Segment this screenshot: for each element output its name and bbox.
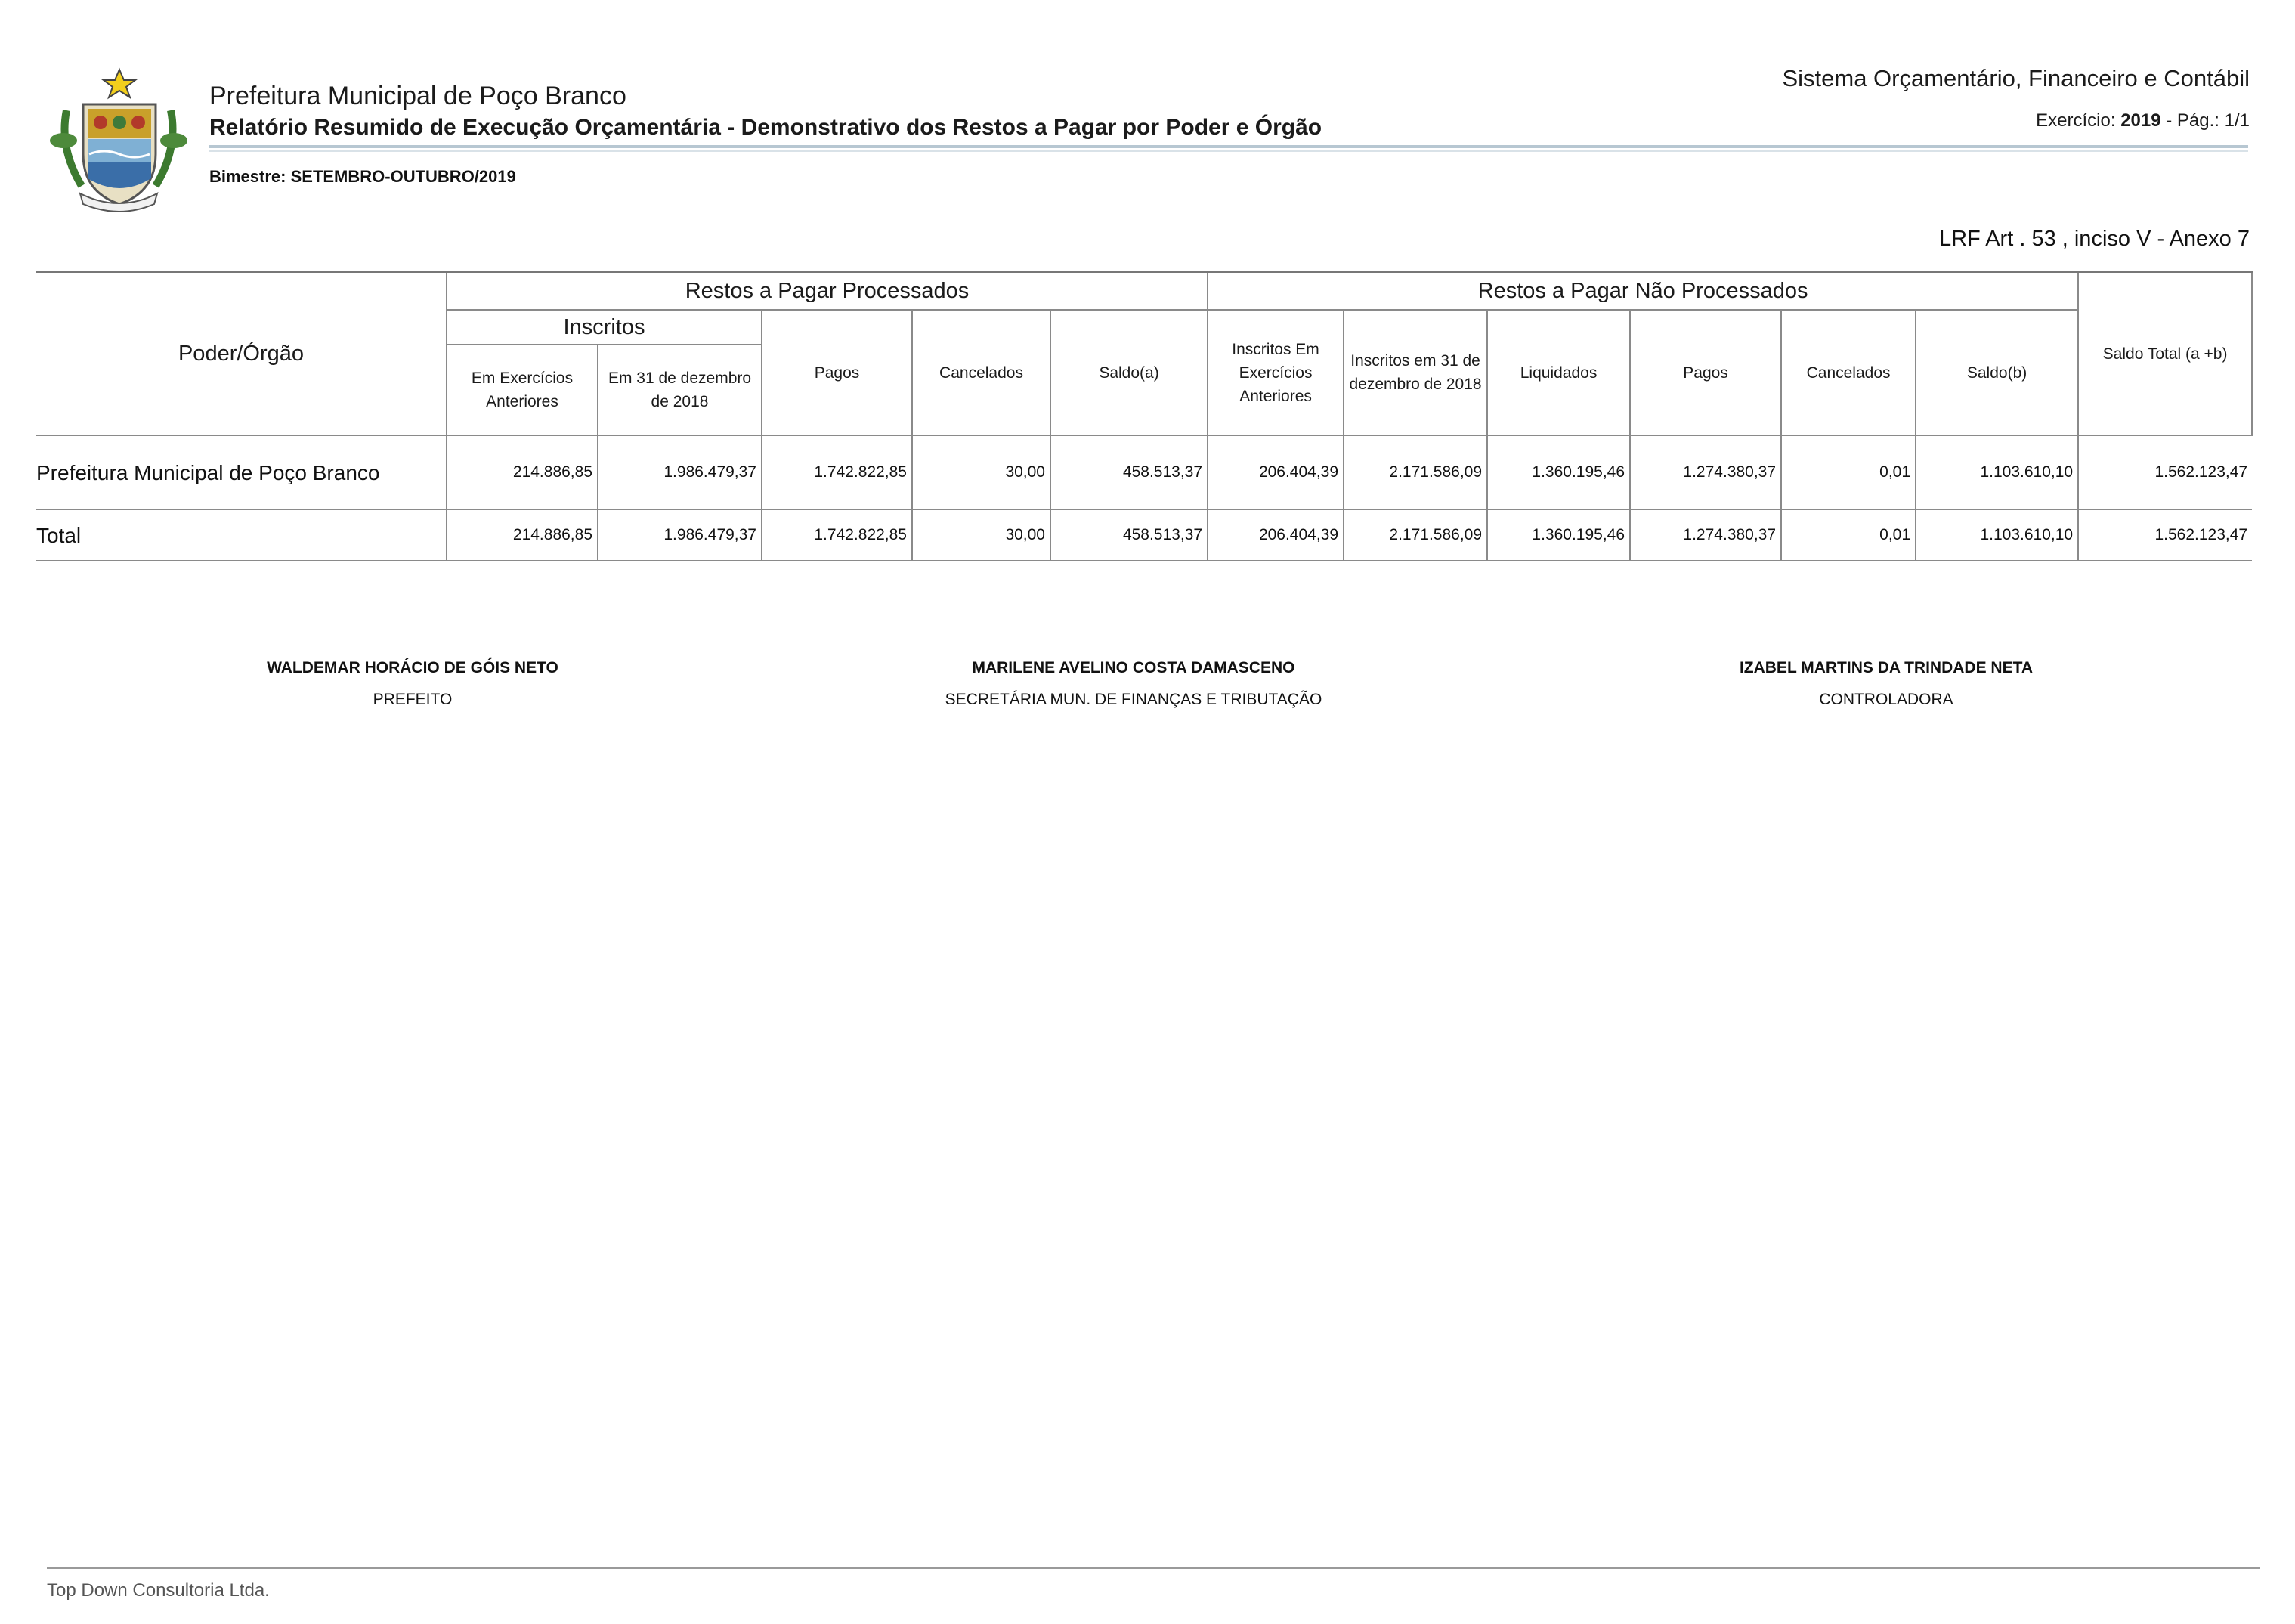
total-value: 1.274.380,37 — [1630, 509, 1781, 561]
table-row — [36, 435, 2252, 509]
total-value: 30,00 — [912, 509, 1050, 561]
system-name: Sistema Orçamentário, Financeiro e Contábil — [1782, 65, 2250, 91]
row-name: Prefeitura Municipal de Poço Branco — [36, 435, 447, 509]
cell-value: 1.562.123,47 — [2078, 435, 2252, 509]
page-indicator: - Pág.: 1/1 — [2166, 110, 2250, 131]
municipality-name: Prefeitura Municipal de Poço Branco — [209, 82, 626, 110]
total-value: 2.171.586,09 — [1344, 509, 1487, 561]
total-value: 1.562.123,47 — [2078, 509, 2252, 561]
exercise-label: Exercício: — [2036, 110, 2116, 131]
cell-value: 1.274.380,37 — [1630, 435, 1781, 509]
header-saldo-a: Saldo(a) — [1050, 310, 1208, 435]
signature-secretaria — [861, 659, 1406, 709]
header-poder-orgao: Poder/Órgão — [36, 272, 447, 436]
total-value: 1.360.195,46 — [1487, 509, 1630, 561]
signatory-name: IZABEL MARTINS DA TRINDADE NETA — [1739, 659, 2034, 676]
legal-reference: LRF Art . 53 , inciso V - Anexo 7 — [1938, 227, 2250, 251]
total-label: Total — [36, 509, 447, 561]
total-value: 458.513,37 — [1050, 509, 1208, 561]
cell-value: 1.103.610,10 — [1916, 435, 2078, 509]
cell-value: 1.742.822,85 — [762, 435, 912, 509]
total-value: 0,01 — [1781, 509, 1916, 561]
signatory-name: MARILENE AVELINO COSTA DAMASCENO — [972, 659, 1295, 676]
total-value: 1.742.822,85 — [762, 509, 912, 561]
total-value: 1.986.479,37 — [598, 509, 762, 561]
restos-a-pagar-table — [36, 271, 2253, 561]
cell-value: 214.886,85 — [447, 435, 598, 509]
cell-value: 0,01 — [1781, 435, 1916, 509]
signature-prefeito — [141, 659, 685, 709]
bimestre-label: Bimestre: SETEMBRO-OUTUBRO/2019 — [209, 167, 516, 186]
header-nao-processados: Restos a Pagar Não Processados — [1208, 272, 2078, 311]
total-value: 1.103.610,10 — [1916, 509, 2078, 561]
header-np-pagos: Pagos — [1630, 310, 1781, 435]
footer-divider — [47, 1567, 2260, 1569]
cell-value: 458.513,37 — [1050, 435, 1208, 509]
header-em-31-dez-2018: Em 31 de dezembro de 2018 — [598, 345, 762, 435]
signatory-name: WALDEMAR HORÁCIO DE GÓIS NETO — [267, 659, 558, 676]
header-np-inscritos-31-dez: Inscritos em 31 de dezembro de 2018 — [1344, 310, 1487, 435]
header-pagos: Pagos — [762, 310, 912, 435]
header-inscritos: Inscritos — [447, 310, 762, 345]
header-np-inscritos-anteriores: Inscritos Em Exercícios Anteriores — [1208, 310, 1344, 435]
signature-controladora — [1614, 659, 2158, 709]
exercise-year: 2019 — [2120, 110, 2161, 131]
header-divider — [209, 145, 2248, 148]
header-em-exercicios-anteriores: Em Exercícios Anteriores — [447, 345, 598, 435]
cell-value: 2.171.586,09 — [1344, 435, 1487, 509]
municipal-coat-of-arms-icon — [36, 65, 201, 216]
cell-value: 30,00 — [912, 435, 1050, 509]
exercise-info — [2036, 110, 2250, 131]
header-divider-light — [209, 150, 2248, 152]
total-row — [36, 509, 2252, 561]
total-value: 214.886,85 — [447, 509, 598, 561]
header-saldo-b: Saldo(b) — [1916, 310, 2078, 435]
footer-company: Top Down Consultoria Ltda. — [47, 1580, 270, 1601]
cell-value: 1.360.195,46 — [1487, 435, 1630, 509]
signatory-role: PREFEITO — [373, 691, 453, 708]
header-saldo-total: Saldo Total (a +b) — [2078, 272, 2252, 436]
cell-value: 1.986.479,37 — [598, 435, 762, 509]
signatory-role: CONTROLADORA — [1819, 691, 1953, 708]
cell-value: 206.404,39 — [1208, 435, 1344, 509]
report-title: Relatório Resumido de Execução Orçamentária - Demonstrativo dos Restos a Pagar por Poder e Órgão — [209, 115, 1322, 140]
header-cancelados: Cancelados — [912, 310, 1050, 435]
header-liquidados: Liquidados — [1487, 310, 1630, 435]
signatory-role: SECRETÁRIA MUN. DE FINANÇAS E TRIBUTAÇÃO — [945, 691, 1322, 708]
header-np-cancelados: Cancelados — [1781, 310, 1916, 435]
total-value: 206.404,39 — [1208, 509, 1344, 561]
header-processados: Restos a Pagar Processados — [447, 272, 1208, 311]
